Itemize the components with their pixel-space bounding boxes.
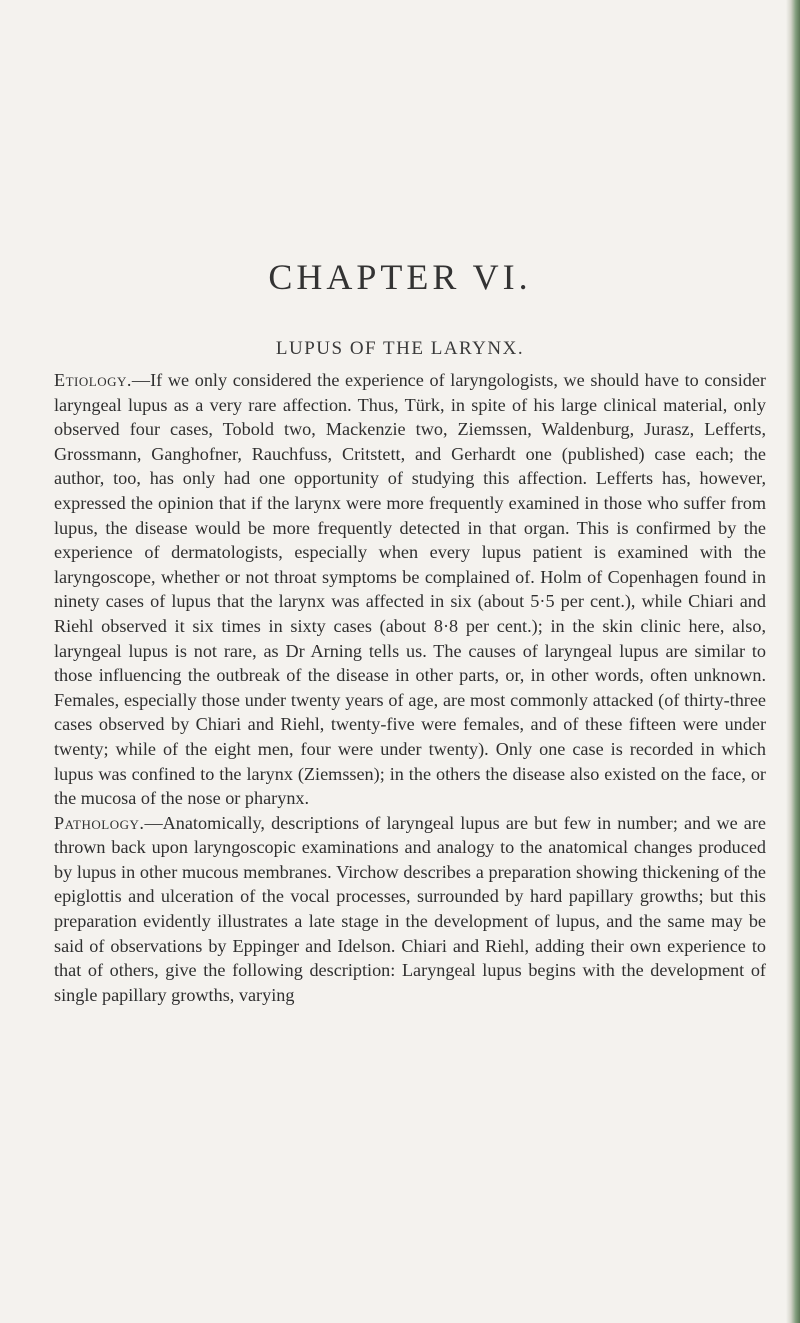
paragraph-pathology [54,811,766,1008]
page-binding-edge [786,0,800,1323]
paragraph-etiology [54,368,766,811]
section-heading-etiology: Etiology. [54,370,132,390]
paragraph-pathology-text: —Anatomically, descriptions of laryngeal lupus are but few in number; and we are thrown back upon laryngoscopic examinations and analogy to the anatomical changes produced by lupus in other mucous membranes. Virchow describes a preparation showing thickening of the epiglottis and ulceration of the vocal processes, surrounded by hard papillary growths; but this preparation evidently illustrates a late stage in the development of lupus, and the same may be said of observations by Eppinger and Idelson. Chiari and Riehl, adding their own experience to that of others, give the following description: Laryngeal lupus begins with the development of single papillary growths, varying [54,812,766,1005]
chapter-subtitle: LUPUS OF THE LARYNX. [275,338,525,359]
chapter-title: CHAPTER VI. [268,257,532,297]
section-heading-pathology: Pathology. [54,812,145,833]
paragraph-etiology-text: —If we only considered the experience of laryngologists, we should have to consider laryngeal lupus as a very rare affection. Thus, Türk, in spite of his large clinical material, only observed four cases, Tobold two, Mackenzie two, Ziemssen, Waldenburg, Jurasz, Lefferts, Grossmann, Ganghofner, Rauchfuss, Critstett, and Gerhardt one (published) case each; the author, too, has only had one opportunity of studying this affection. Lefferts has, however, expressed the opinion that if the larynx were more frequently examined in those who suffer from lupus, the disease would be more frequently detected in that organ. This is confirmed by the experience of dermatologists, especially when every lupus patient is examined with the laryngoscope, whether or not throat symptoms be complained of. Holm of Copenhagen found in ninety cases of lupus that the larynx was affected in six (about 5·5 per cent.), while Chiari and Riehl observed it six times in sixty cases (about 8·8 per cent.); in the skin clinic here, also, laryngeal lupus is not rare, as Dr Arning tells us. The causes of laryngeal lupus are similar to those influencing the outbreak of the disease in other parts, or, in other words, often unknown. Females, especially those under twenty years of age, are most commonly attacked (of thirty-three cases observed by Chiari and Riehl, twenty-five were females, and of these fifteen were under twenty; while of the eight men, four were under twenty). Only one case is recorded in which lupus was confined to the larynx (Ziemssen); in the others the disease also existed on the face, or the mucosa of the nose or pharynx. [54,370,766,809]
body-text [54,368,766,1007]
